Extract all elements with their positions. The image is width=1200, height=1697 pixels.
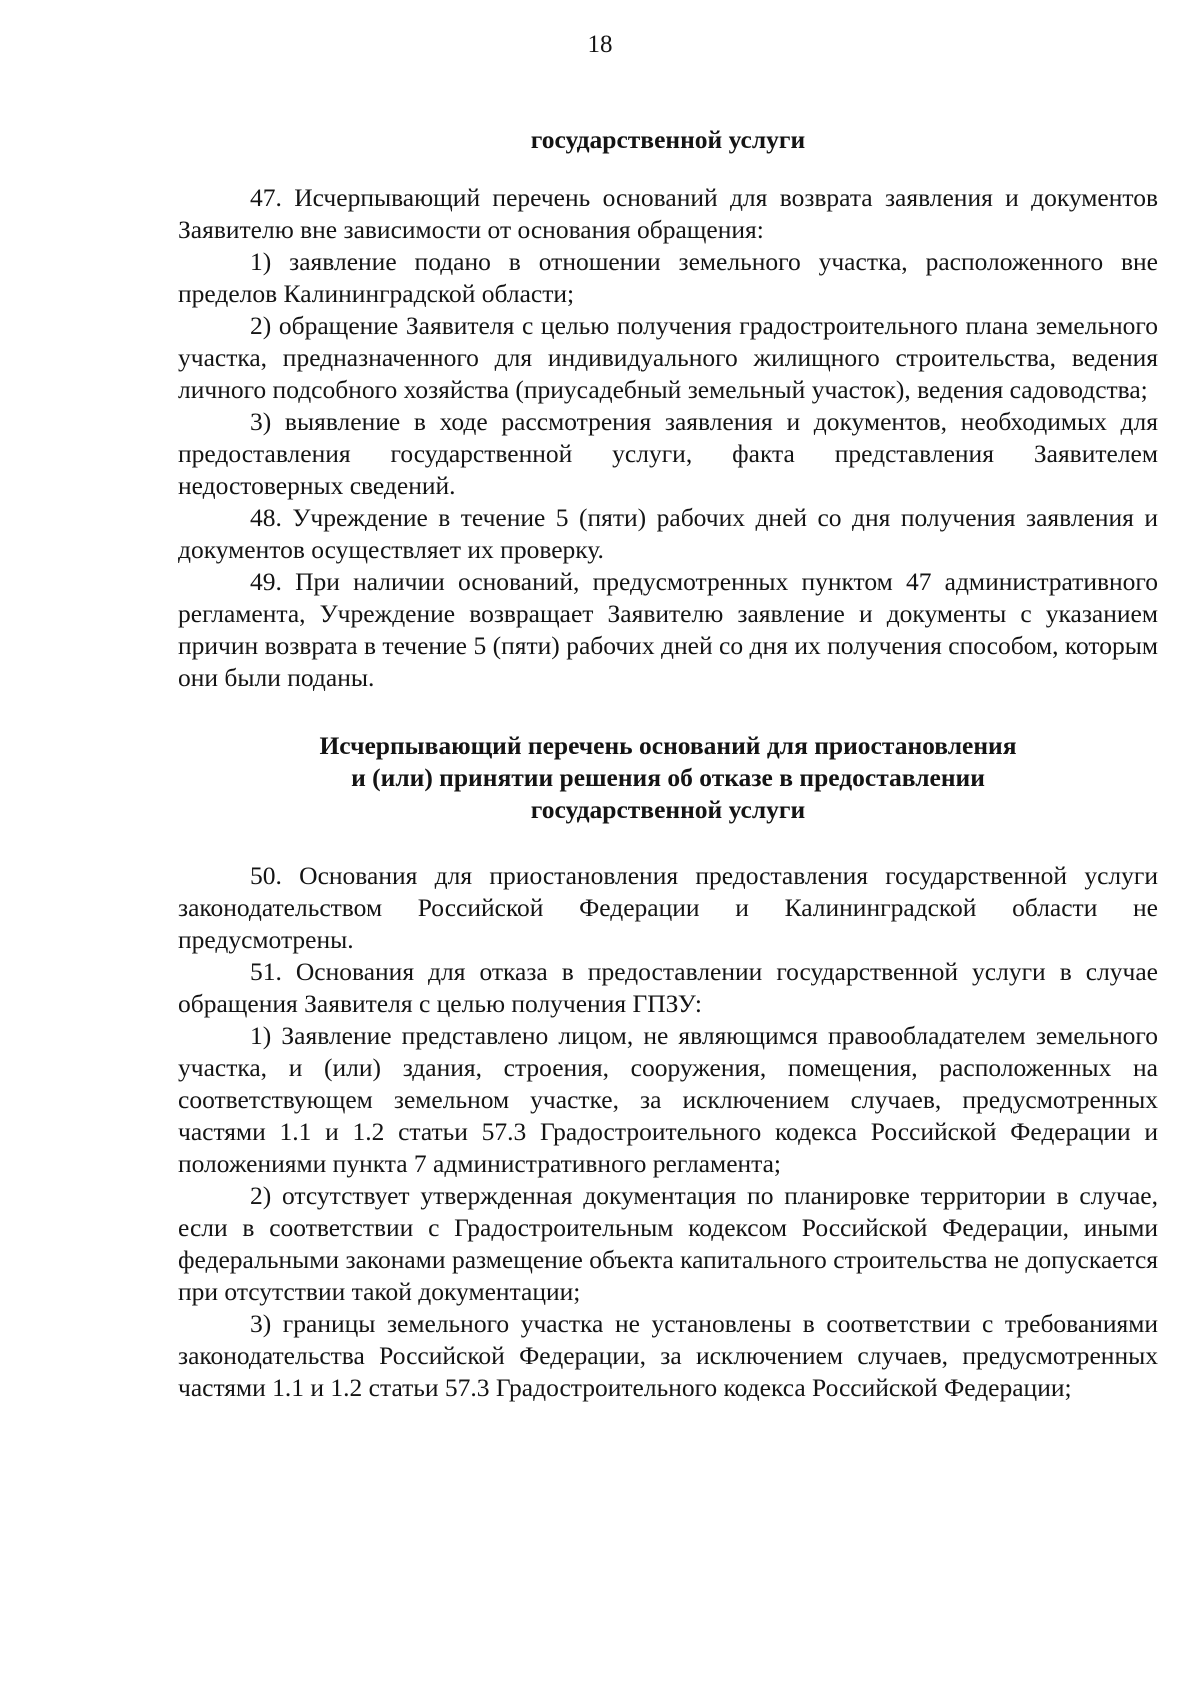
document-body xyxy=(178,124,1158,1404)
paragraph-51-item-2: 2) отсутствует утвержденная документация по планировке территории в случае, если в соответствии с Градостроительным кодексом Российской Федерации, иными федеральными законами размещение объекта капитального строительства не допускается при отсутствии такой документации; xyxy=(178,1181,1158,1306)
paragraph-51: 51. Основания для отказа в предоставлении государственной услуги в случае обращения Заявителя с целью получения ГПЗУ: xyxy=(178,957,1158,1018)
page-number: 18 xyxy=(587,31,613,58)
paragraph-51-item-3: 3) границы земельного участка не установлены в соответствии с требованиями законодательства Российской Федерации, за исключением случаев, предусмотренных частями 1.1 и 1.2 статьи 57.3 Градостроительного кодекса Российской Федерации; xyxy=(178,1309,1158,1402)
section-heading-line-2: и (или) принятии решения об отказе в предоставлении xyxy=(351,763,985,792)
section-heading-line-1: Исчерпывающий перечень оснований для приостановления xyxy=(319,731,1017,760)
section-heading-line-3: государственной услуги xyxy=(530,795,806,824)
paragraph-47-item-2: 2) обращение Заявителя с целью получения градостроительного плана земельного участка, предназначенного для индивидуального жилищного строительства, ведения личного подсобного хозяйства (приусадебный земельный участок), ведения садоводства; xyxy=(178,311,1158,404)
section-return-grounds xyxy=(178,182,1158,694)
paragraph-47-item-3: 3) выявление в ходе рассмотрения заявления и документов, необходимых для предоставления государственной услуги, факта представления Заявителем недостоверных сведений. xyxy=(178,407,1158,500)
paragraph-51-item-1: 1) Заявление представлено лицом, не являющимся правообладателем земельного участка, и (или) здания, строения, сооружения, помещения, расположенных на соответствующем земельном участке, за исключением случаев, предусмотренных частями 1.1 и 1.2 статьи 57.3 Градостроительного кодекса Российской Федерации и положениями пункта 7 административного регламента; xyxy=(178,1021,1158,1178)
paragraph-47: 47. Исчерпывающий перечень оснований для возврата заявления и документов Заявителю вне зависимости от основания обращения: xyxy=(178,183,1158,244)
section-heading xyxy=(178,730,1158,826)
paragraph-49: 49. При наличии оснований, предусмотренных пунктом 47 административного регламента, Учреждение возвращает Заявителю заявление и документы с указанием причин возврата в течение 5 (пяти) рабочих дней со дня их получения способом, которым они были поданы. xyxy=(178,567,1158,692)
paragraph-50: 50. Основания для приостановления предоставления государственной услуги законодательством Российской Федерации и Калининградской области не предусмотрены. xyxy=(178,861,1158,954)
paragraph-48: 48. Учреждение в течение 5 (пяти) рабочих дней со дня получения заявления и документов осуществляет их проверку. xyxy=(178,503,1158,564)
paragraph-47-item-1: 1) заявление подано в отношении земельного участка, расположенного вне пределов Калининградской области; xyxy=(178,247,1158,308)
continued-heading: государственной услуги xyxy=(530,125,806,154)
section-refusal-grounds xyxy=(178,860,1158,1404)
